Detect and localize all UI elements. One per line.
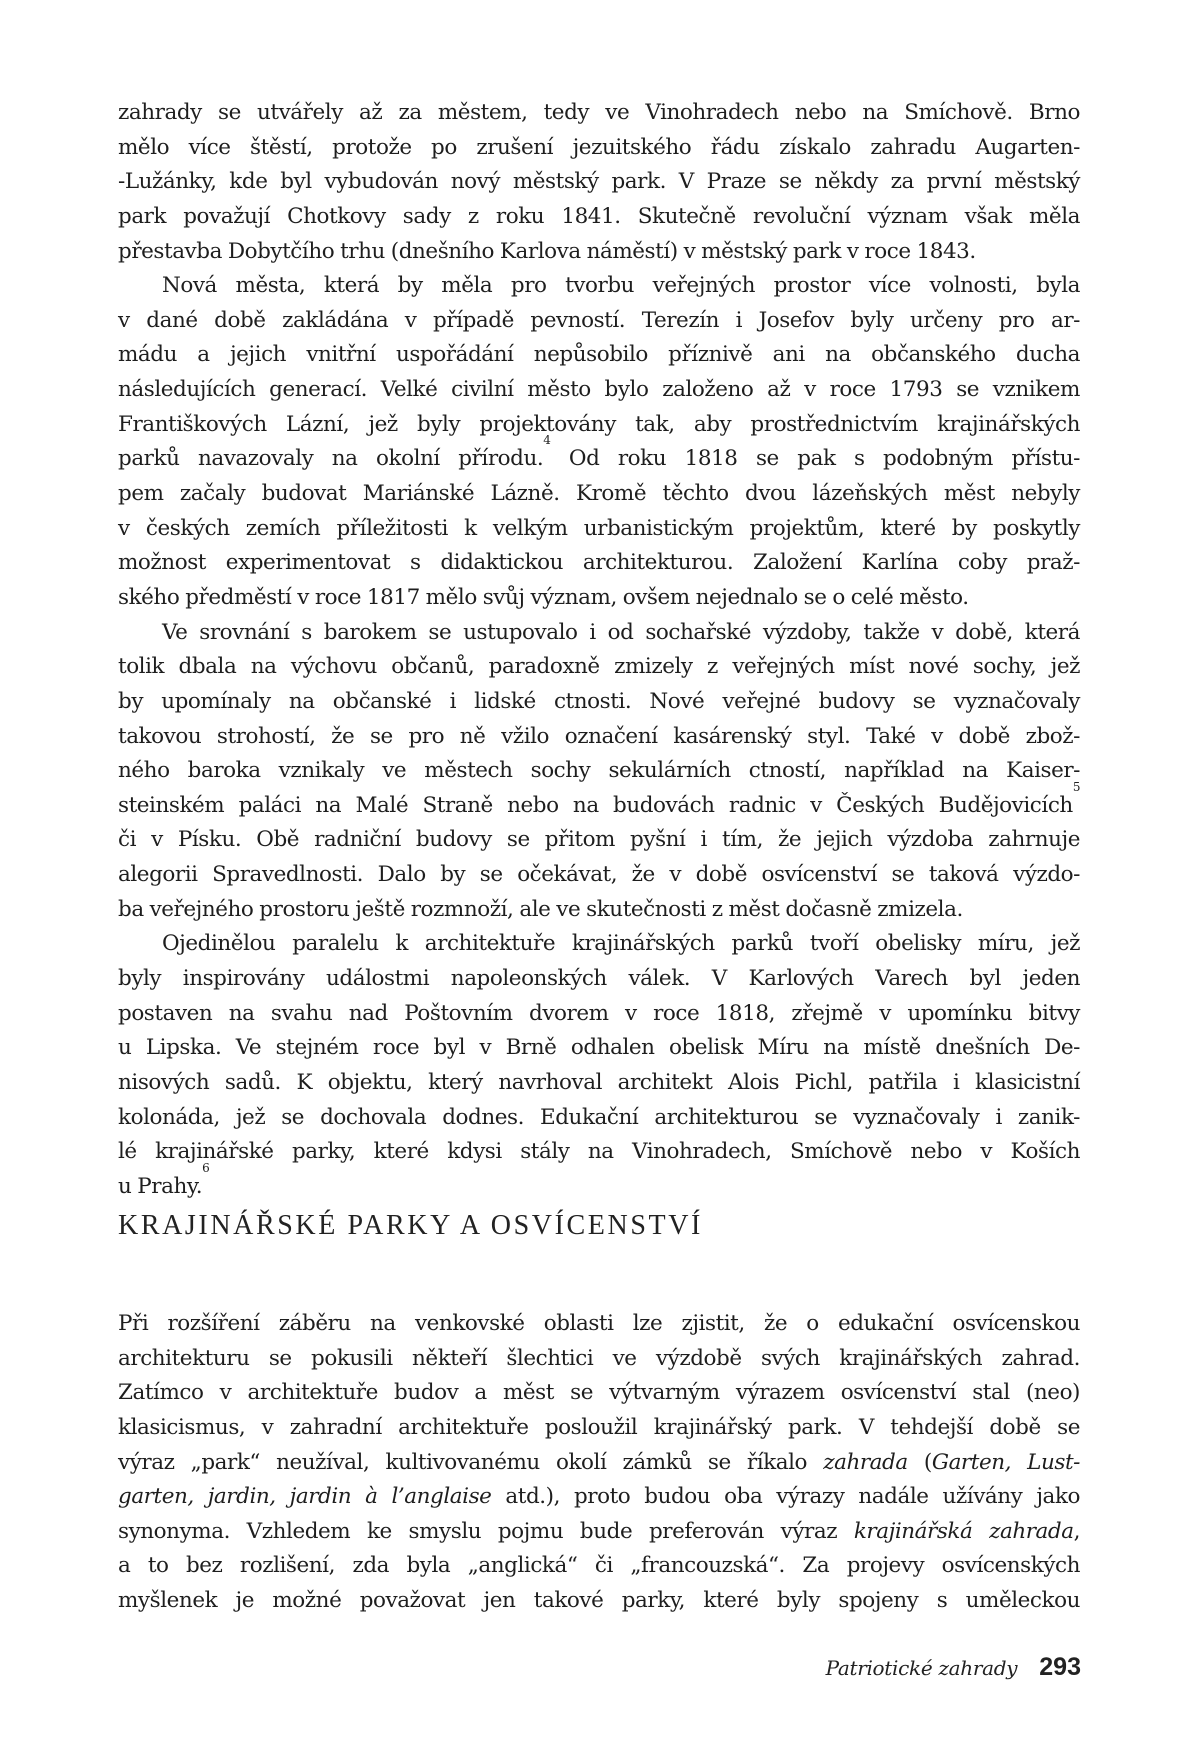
text-segment: nisových sadů. K objektu, který navrhoval architekt Alois Pichl, patřila i klasicistní [118, 1069, 1080, 1095]
text-line [118, 338, 1080, 373]
text-segment: Ojedinělou paralelu k architektuře krajinářských parků tvoří obelisky míru, jež [162, 931, 1080, 957]
italic-term: krajinářská zahrada [853, 1518, 1074, 1544]
text-segment: Ve srovnání s barokem se ustupovalo i od sochařské výzdoby, takže v době, která [162, 619, 1080, 645]
text-segment: postaven na svahu nad Poštovním dvorem v roce 1818, zřejmě v upomínku bitvy [118, 1000, 1080, 1026]
text-line [118, 373, 1080, 408]
text-segment: pem začaly budovat Mariánské Lázně. Kromě těchto dvou lázeňských měst nebyly [118, 481, 1080, 507]
text-line [118, 200, 1080, 235]
text-line [118, 1307, 1080, 1342]
text-line [118, 477, 1080, 512]
text-segment: Františkových Lázní, jež byly projektovány tak, aby prostřednictvím krajinářských [118, 411, 1080, 437]
text-line [118, 1446, 1080, 1481]
footnote-reference[interactable]: 5 [1072, 779, 1080, 794]
text-line [118, 1515, 1080, 1550]
text-line [118, 1031, 1080, 1066]
text-segment: a to bez rozlišení, zda byla „anglická“ či „francouzská“. Za projevy osvícenských [118, 1553, 1080, 1579]
text-segment: synonyma. Vzhledem ke smyslu pojmu bude preferován výraz [118, 1518, 854, 1544]
text-line [118, 165, 1080, 200]
text-line [118, 720, 1080, 755]
text-segment: klasicismus, v zahradní architektuře posloužil krajinářský park. V tehdejší době se [118, 1414, 1080, 1440]
text-segment: přestavba Dobytčího trhu (dnešního Karlova náměstí) v městský park v roce 1843. [118, 238, 976, 264]
text-line [118, 546, 1080, 581]
text-segment: lé krajinářské parky, které kdysi stály na Vinohradech, Smíchově nebo v Koších [118, 1139, 1080, 1165]
text-segment: ného baroka vznikaly ve městech sochy sekulárních ctností, například na Kaiser- [118, 758, 1080, 784]
text-segment: mádu a jejich vnitřní uspořádání nepůsobilo příznivě ani na občanského ducha [118, 342, 1080, 368]
text-segment: možnost experimentovat s didaktickou architekturou. Založení Karlína coby praž- [118, 550, 1080, 576]
text-segment: Nová města, která by měla pro tvorbu veřejných prostor více volnosti, byla [162, 273, 1080, 299]
text-line [118, 1549, 1080, 1584]
text-line [118, 893, 1080, 928]
text-line [118, 616, 1080, 651]
page-footer [826, 1653, 1081, 1682]
text-line [118, 1135, 1080, 1170]
text-segment: v českých zemích příležitosti k velkým urbanistickým projektům, které by poskytly [118, 515, 1080, 541]
text-segment: byly inspirovány událostmi napoleonských válek. V Karlových Varech byl jeden [118, 966, 1080, 992]
text-segment: park považují Chotkovy sady z roku 1841. Skutečně revoluční význam však měla [118, 203, 1080, 229]
text-segment: myšlenek je možné považovat jen takové parky, které byly spojeny s uměleckou [118, 1588, 1080, 1614]
text-segment: mělo více štěstí, protože po zrušení jezuitského řádu získalo zahradu Augarten- [118, 134, 1080, 160]
text-segment: zahrady se utvářely až za městem, tedy ve Vinohradech nebo na Smíchově. Brno [118, 100, 1080, 125]
text-line [118, 235, 1080, 270]
text-line [118, 685, 1080, 720]
text-segment: výraz „park“ neužíval, kultivovanému okolí zámků se říkalo [118, 1449, 824, 1475]
text-line [118, 650, 1080, 685]
text-segment: či v Písku. Obě radniční budovy se přitom pyšní i tím, že jejich výzdoba zahrnuje [118, 827, 1080, 853]
text-line [118, 962, 1080, 997]
text-segment: tolik dbala na výchovu občanů, paradoxně zmizely z veřejných míst nové sochy, jež [118, 654, 1080, 680]
running-title: Patriotické zahrady [825, 1656, 1018, 1680]
text-line [118, 1342, 1080, 1377]
text-line [118, 512, 1080, 547]
text-segment: kolonáda, jež se dochovala dodnes. Edukační architekturou se vyznačovaly i zanik- [118, 1104, 1080, 1130]
text-segment: parků navazovaly na okolní přírodu. [118, 446, 544, 472]
text-line [118, 433, 1080, 477]
text-line [118, 304, 1080, 339]
text-segment: Zatímco v architektuře budov a měst se výtvarným výrazem osvícenství stal (neo) [118, 1380, 1080, 1406]
text-segment: u Prahy. [118, 1173, 203, 1199]
footnote-reference[interactable]: 6 [202, 1160, 210, 1175]
text-line [118, 1376, 1080, 1411]
text-segment: steinském paláci na Malé Straně nebo na budovách radnic v Českých Budějovicích [118, 792, 1073, 818]
text-segment: ( [907, 1449, 932, 1475]
text-segment: následujících generací. Velké civilní město bylo založeno až v roce 1793 se vznikem [118, 377, 1080, 403]
text-segment: architekturu se pokusili někteří šlechtici ve výzdobě svých krajinářských zahrad. [118, 1345, 1080, 1371]
italic-term: garten, jardin, jardin à l’anglaise [118, 1484, 492, 1510]
text-line [118, 1480, 1080, 1515]
text-segment: alegorii Spravedlnosti. Dalo by se očekávat, že v době osvícenství se taková výzdo- [118, 862, 1080, 888]
text-line [118, 823, 1080, 858]
text-line [118, 997, 1080, 1032]
text-line [118, 131, 1080, 166]
text-segment: atd.), proto budou oba výrazy nadále užívány jako [491, 1484, 1081, 1510]
text-line [118, 858, 1080, 893]
text-line [118, 1101, 1080, 1136]
text-segment: Při rozšíření záběru na venkovské oblasti lze zjistit, že o edukační osvícenskou [118, 1311, 1080, 1336]
page-number: 293 [1039, 1653, 1081, 1681]
text-line [118, 779, 1080, 824]
text-line [118, 1411, 1080, 1446]
italic-term: Garten, Lust- [931, 1449, 1080, 1475]
text-segment: u Lipska. Ve stejném roce byl v Brně odhalen obelisk Míru na místě dnešních De- [118, 1035, 1080, 1061]
italic-term: zahrada [823, 1449, 908, 1475]
text-line [118, 269, 1080, 304]
text-line [118, 96, 1080, 131]
text-segment: , [1073, 1518, 1080, 1544]
text-line [118, 408, 1080, 443]
text-line [118, 1160, 1080, 1205]
text-line [118, 1584, 1080, 1619]
text-segment: takovou strohostí, že se pro ně vžilo označení kasárenský styl. Také v době zbož- [118, 723, 1080, 749]
text-segment: v dané době zakládána v případě pevností. Terezín i Josefov byly určeny pro ar- [118, 307, 1080, 333]
text-line [118, 581, 1080, 616]
body-text-section-2 [118, 1307, 1080, 1619]
text-line [118, 754, 1080, 789]
text-segment: -Lužánky, kde byl vybudován nový městský park. V Praze se někdy za první městský [118, 169, 1080, 195]
text-segment: ba veřejného prostoru ještě rozmnoží, ale ve skutečnosti z měst dočasně zmizela. [118, 896, 963, 922]
text-line [118, 927, 1080, 962]
text-segment: by upomínaly na občanské i lidské ctnosti. Nové veřejné budovy se vyznačovaly [118, 688, 1080, 714]
text-segment: Od roku 1818 se pak s podobným přístu- [550, 446, 1080, 472]
text-line [118, 1066, 1080, 1101]
footnote-reference[interactable]: 4 [543, 433, 551, 448]
body-text-section-1 [118, 96, 1080, 1205]
section-heading: KRAJINÁŘSKÉ PARKY A OSVÍCENSTVÍ [118, 1210, 703, 1241]
text-segment: ského předměstí v roce 1817 mělo svůj význam, ovšem nejednalo se o celé město. [118, 584, 969, 610]
